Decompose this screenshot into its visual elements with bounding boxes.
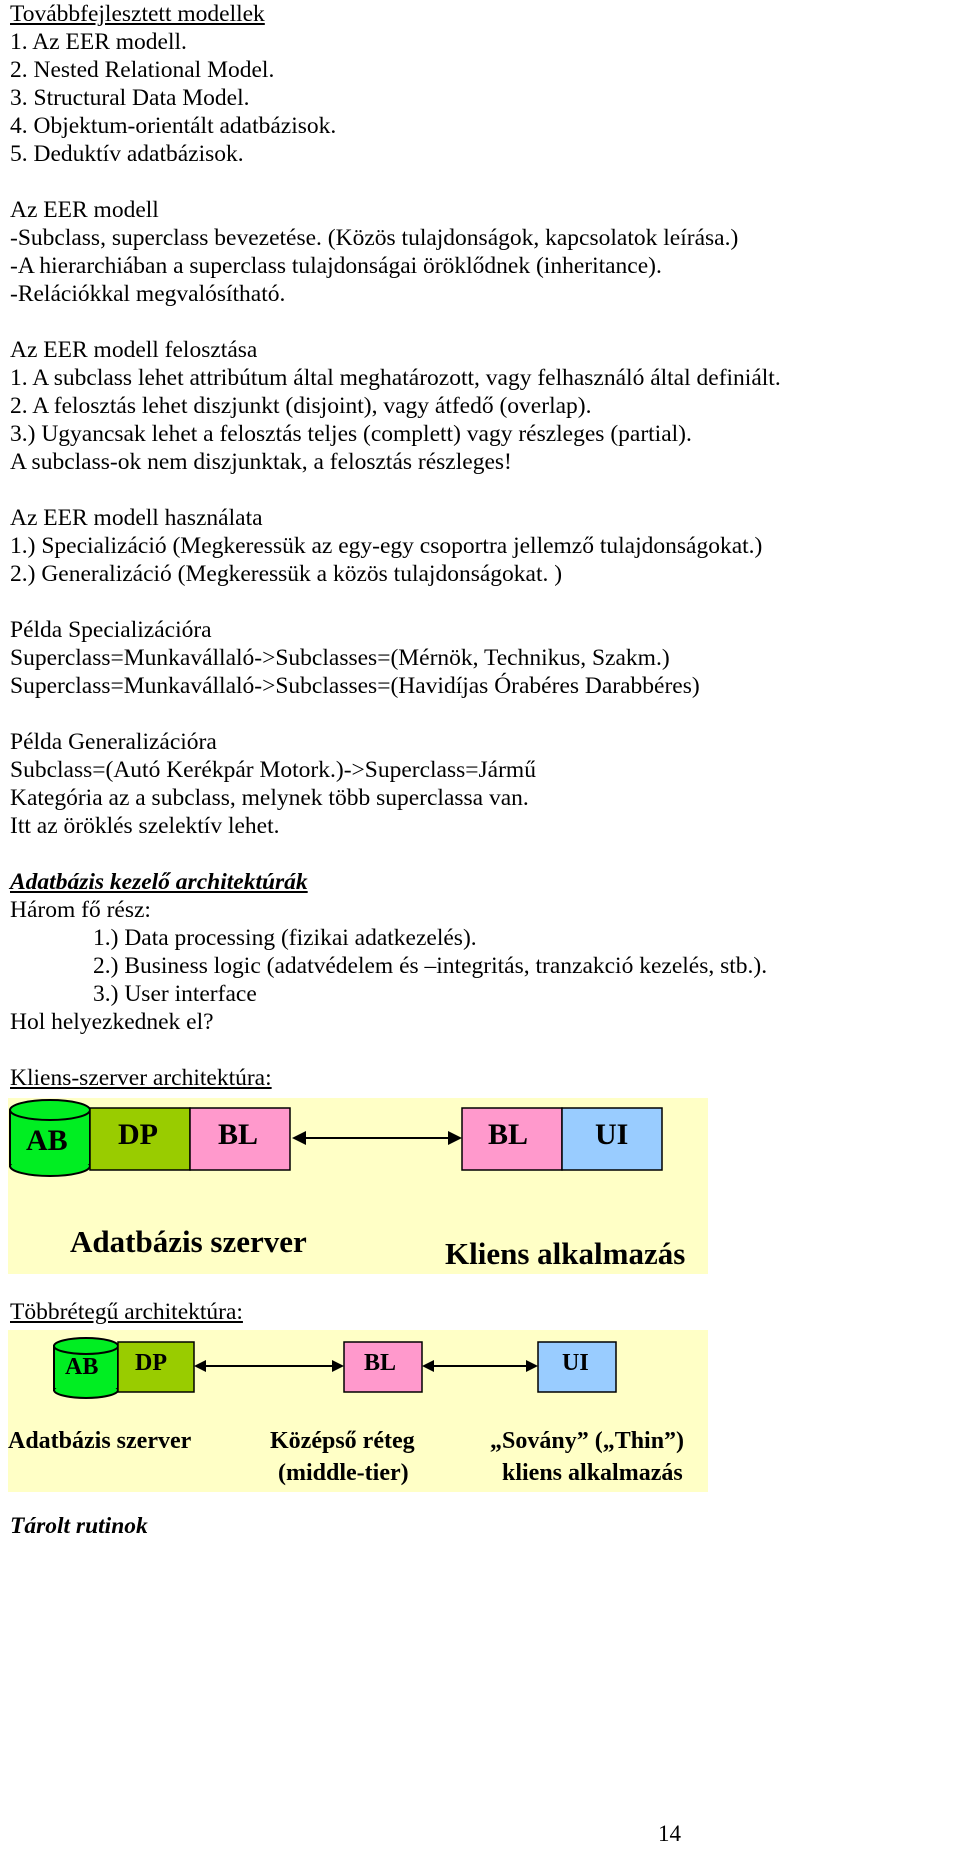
text-line: Superclass=Munkavállaló->Subclasses=(Mérnök, Technikus, Szakm.) bbox=[10, 645, 670, 671]
heading-kliens-szerver: Kliens-szerver architektúra: bbox=[10, 1065, 272, 1091]
text-line: -Subclass, superclass bevezetése. (Közös tulajdonságok, kapcsolatok leírása.) bbox=[10, 225, 739, 251]
text-line: Három fő rész: bbox=[10, 897, 151, 923]
text-line: A subclass-ok nem diszjunktak, a felosztás részleges! bbox=[10, 449, 512, 475]
heading-tarolt-rutinok: Tárolt rutinok bbox=[10, 1513, 148, 1539]
text-line: -Relációkkal megvalósítható. bbox=[10, 281, 286, 307]
middle-caption-2: (middle-tier) bbox=[278, 1460, 409, 1486]
arrow-head-left bbox=[292, 1131, 306, 1145]
bl-label: BL bbox=[488, 1118, 529, 1151]
list-item: 4. Objektum-orientált adatbázisok. bbox=[10, 113, 337, 139]
arrow-head-left bbox=[194, 1360, 206, 1372]
text-line: Hol helyezkednek el? bbox=[10, 1009, 214, 1035]
heading-specializacio: Példa Specializációra bbox=[10, 617, 212, 643]
text-line: Kategória az a subclass, melynek több superclassa van. bbox=[10, 785, 529, 811]
heading-felosztas: Az EER modell felosztása bbox=[10, 337, 258, 363]
ui-label: UI bbox=[562, 1350, 589, 1376]
text-line: Subclass=(Autó Kerékpár Motork.)->Superclass=Jármű bbox=[10, 757, 536, 783]
bl-label: BL bbox=[218, 1118, 259, 1151]
text-line: 3.) Ugyancsak lehet a felosztás teljes (complett) vagy részleges (partial). bbox=[10, 421, 692, 447]
list-item: 1.) Data processing (fizikai adatkezelés). bbox=[93, 925, 477, 951]
bl-label: BL bbox=[364, 1350, 397, 1376]
server-caption: Adatbázis szerver bbox=[70, 1224, 307, 1259]
list-item: 5. Deduktív adatbázisok. bbox=[10, 141, 244, 167]
text-line: 1.) Specializáció (Megkeressük az egy-egy csoportra jellemző tulajdonságokat.) bbox=[10, 533, 763, 559]
client-caption-1: „Sovány” („Thin”) bbox=[490, 1428, 685, 1454]
database-cylinder-top bbox=[10, 1100, 90, 1120]
list-item: 2.) Business logic (adatvédelem és –integritás, tranzakció kezelés, stb.). bbox=[93, 953, 768, 979]
list-item: 3. Structural Data Model. bbox=[10, 85, 250, 111]
heading-tobbreteg: Többrétegű architektúra: bbox=[10, 1299, 243, 1325]
arrow-head-right bbox=[448, 1131, 462, 1145]
list-item: 1. Az EER modell. bbox=[10, 29, 187, 55]
list-item: 3.) User interface bbox=[93, 981, 257, 1007]
heading-generalizacio: Példa Generalizációra bbox=[10, 729, 217, 755]
heading-eer: Az EER modell bbox=[10, 197, 159, 223]
database-cylinder-top bbox=[54, 1338, 118, 1354]
middle-caption-1: Középső réteg bbox=[270, 1428, 415, 1454]
ab-label: AB bbox=[26, 1124, 68, 1157]
text-line: -A hierarchiában a superclass tulajdonságai öröklődnek (inheritance). bbox=[10, 253, 662, 279]
dp-label: DP bbox=[135, 1350, 167, 1376]
arrow-head-right bbox=[526, 1360, 538, 1372]
arrow-head-left bbox=[422, 1360, 434, 1372]
page-number: 14 bbox=[658, 1821, 681, 1846]
client-caption-2: kliens alkalmazás bbox=[502, 1460, 683, 1486]
ui-label: UI bbox=[595, 1118, 629, 1151]
text-line: 1. A subclass lehet attribútum által meghatározott, vagy felhasználó által definiált. bbox=[10, 365, 781, 391]
server-caption: Adatbázis szerver bbox=[8, 1428, 192, 1454]
text-line: Superclass=Munkavállaló->Subclasses=(Havidíjas Órabéres Darabbéres) bbox=[10, 673, 700, 699]
ab-label: AB bbox=[65, 1354, 99, 1380]
heading-hasznalat: Az EER modell használata bbox=[10, 505, 263, 531]
list-item: 2. Nested Relational Model. bbox=[10, 57, 275, 83]
section-title-models: Továbbfejlesztett modellek bbox=[10, 1, 265, 27]
heading-architekturak: Adatbázis kezelő architektúrák bbox=[10, 869, 308, 895]
multitier-diagram bbox=[8, 1330, 708, 1492]
text-line: 2.) Generalizáció (Megkeressük a közös tulajdonságokat. ) bbox=[10, 561, 563, 587]
dp-label: DP bbox=[118, 1118, 158, 1151]
arrow-head-right bbox=[332, 1360, 344, 1372]
client-server-diagram bbox=[8, 1098, 708, 1274]
text-line: Itt az öröklés szelektív lehet. bbox=[10, 813, 280, 839]
text-line: 2. A felosztás lehet diszjunkt (disjoint), vagy átfedő (overlap). bbox=[10, 393, 592, 419]
client-caption: Kliens alkalmazás bbox=[445, 1236, 686, 1271]
